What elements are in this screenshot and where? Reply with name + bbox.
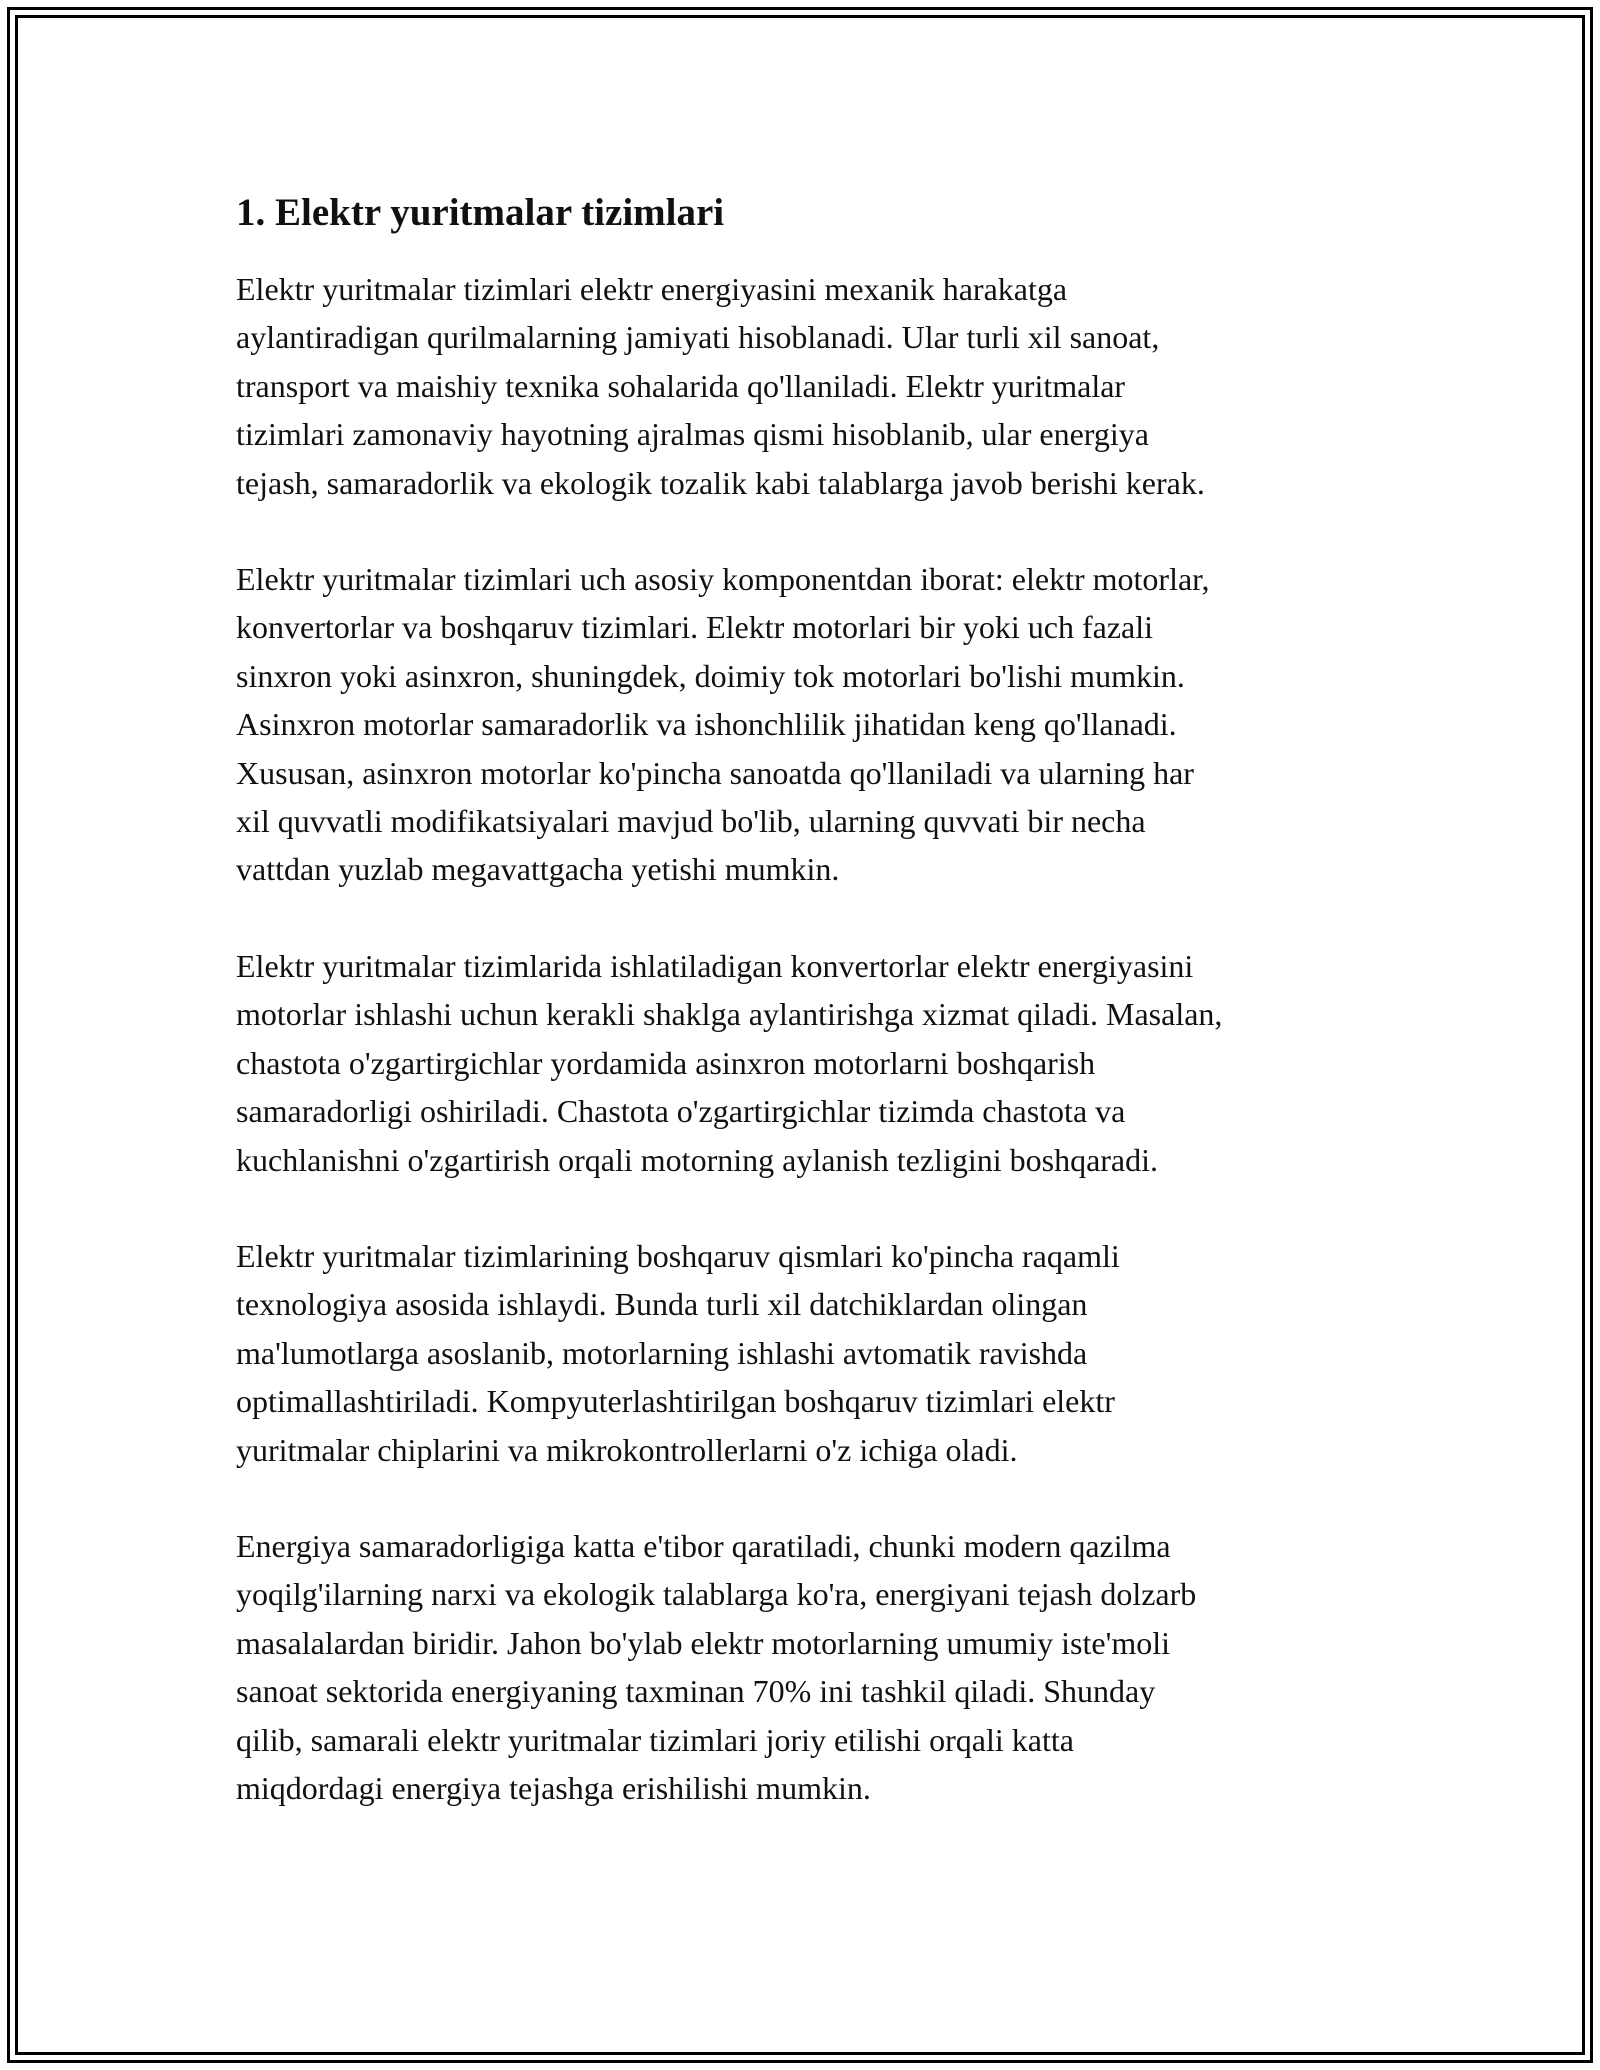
section-title: 1. Elektr yuritmalar tizimlari <box>236 191 725 234</box>
document-body <box>236 185 1376 1860</box>
paragraph-5: Energiya samaradorligiga katta e'tibor qaratiladi, chunki modern qazilma yoqilg'ilarning narxi va ekologik talablarga ko'ra, energiyani tejash dolzarb masalalardan biridir. Jahon bo'ylab elektr motorlarning umumiy iste'moli sanoat sektorida energiyaning taxminan 70% ini tashkil qiladi. Shunday qilib, samarali elektr yuritmalar tizimlari joriy etilishi orqali katta miqdordagi energiya tejashga erishilishi mumkin. <box>236 1527 1197 1806</box>
paragraph-3: Elektr yuritmalar tizimlarida ishlatiladigan konvertorlar elektr energiyasini motorlar ishlashi uchun kerakli shaklga aylantirishga xizmat qiladi. Masalan, chastota o'zgartirgichlar yordamida asinxron motorlarni boshqarish samaradorligi oshiriladi. Chastota o'zgartirgichlar tizimda chastota va kuchlanishni o'zgartirish orqali motorning aylanish tezligini boshqaradi. <box>236 947 1223 1178</box>
paragraph-2: Elektr yuritmalar tizimlari uch asosiy komponentdan iborat: elektr motorlar, konvertorlar va boshqaruv tizimlari. Elektr motorlari bir yoki uch fazali sinxron yoki asinxron, shuningdek, doimiy tok motorlari bo'lishi mumkin. Asinxron motorlar samaradorlik va ishonchlilik jihatidan keng qo'llanadi. Xususan, asinxron motorlar ko'pincha sanoatda qo'llaniladi va ularning har xil quvvatli modifikatsiyalari mavjud bo'lib, ularning quvvati bir necha vattdan yuzlab megavattgacha yetishi mumkin. <box>236 561 1210 888</box>
paragraph-1: Elektr yuritmalar tizimlari elektr energiyasini mexanik harakatga aylantiradigan qurilmalarning jamiyati hisoblanadi. Ular turli xil sanoat, transport va maishiy texnika sohalarida qo'llaniladi. Elektr yuritmalar tizimlari zamonaviy hayotning ajralmas qismi hisoblanib, ular energiya tejash, samaradorlik va ekologik tozalik kabi talablarga javob berishi kerak. <box>236 271 1205 501</box>
paragraph-4: Elektr yuritmalar tizimlarining boshqaruv qismlari ko'pincha raqamli texnologiya asosida ishlaydi. Bunda turli xil datchiklardan olingan ma'lumotlarga asoslanib, motorlarning ishlashi avtomatik ravishda optimallashtiriladi. Kompyuterlashtirilgan boshqaruv tizimlari elektr yuritmalar chiplarini va mikrokontrollerlarni o'z ichiga oladi. <box>236 1237 1120 1468</box>
